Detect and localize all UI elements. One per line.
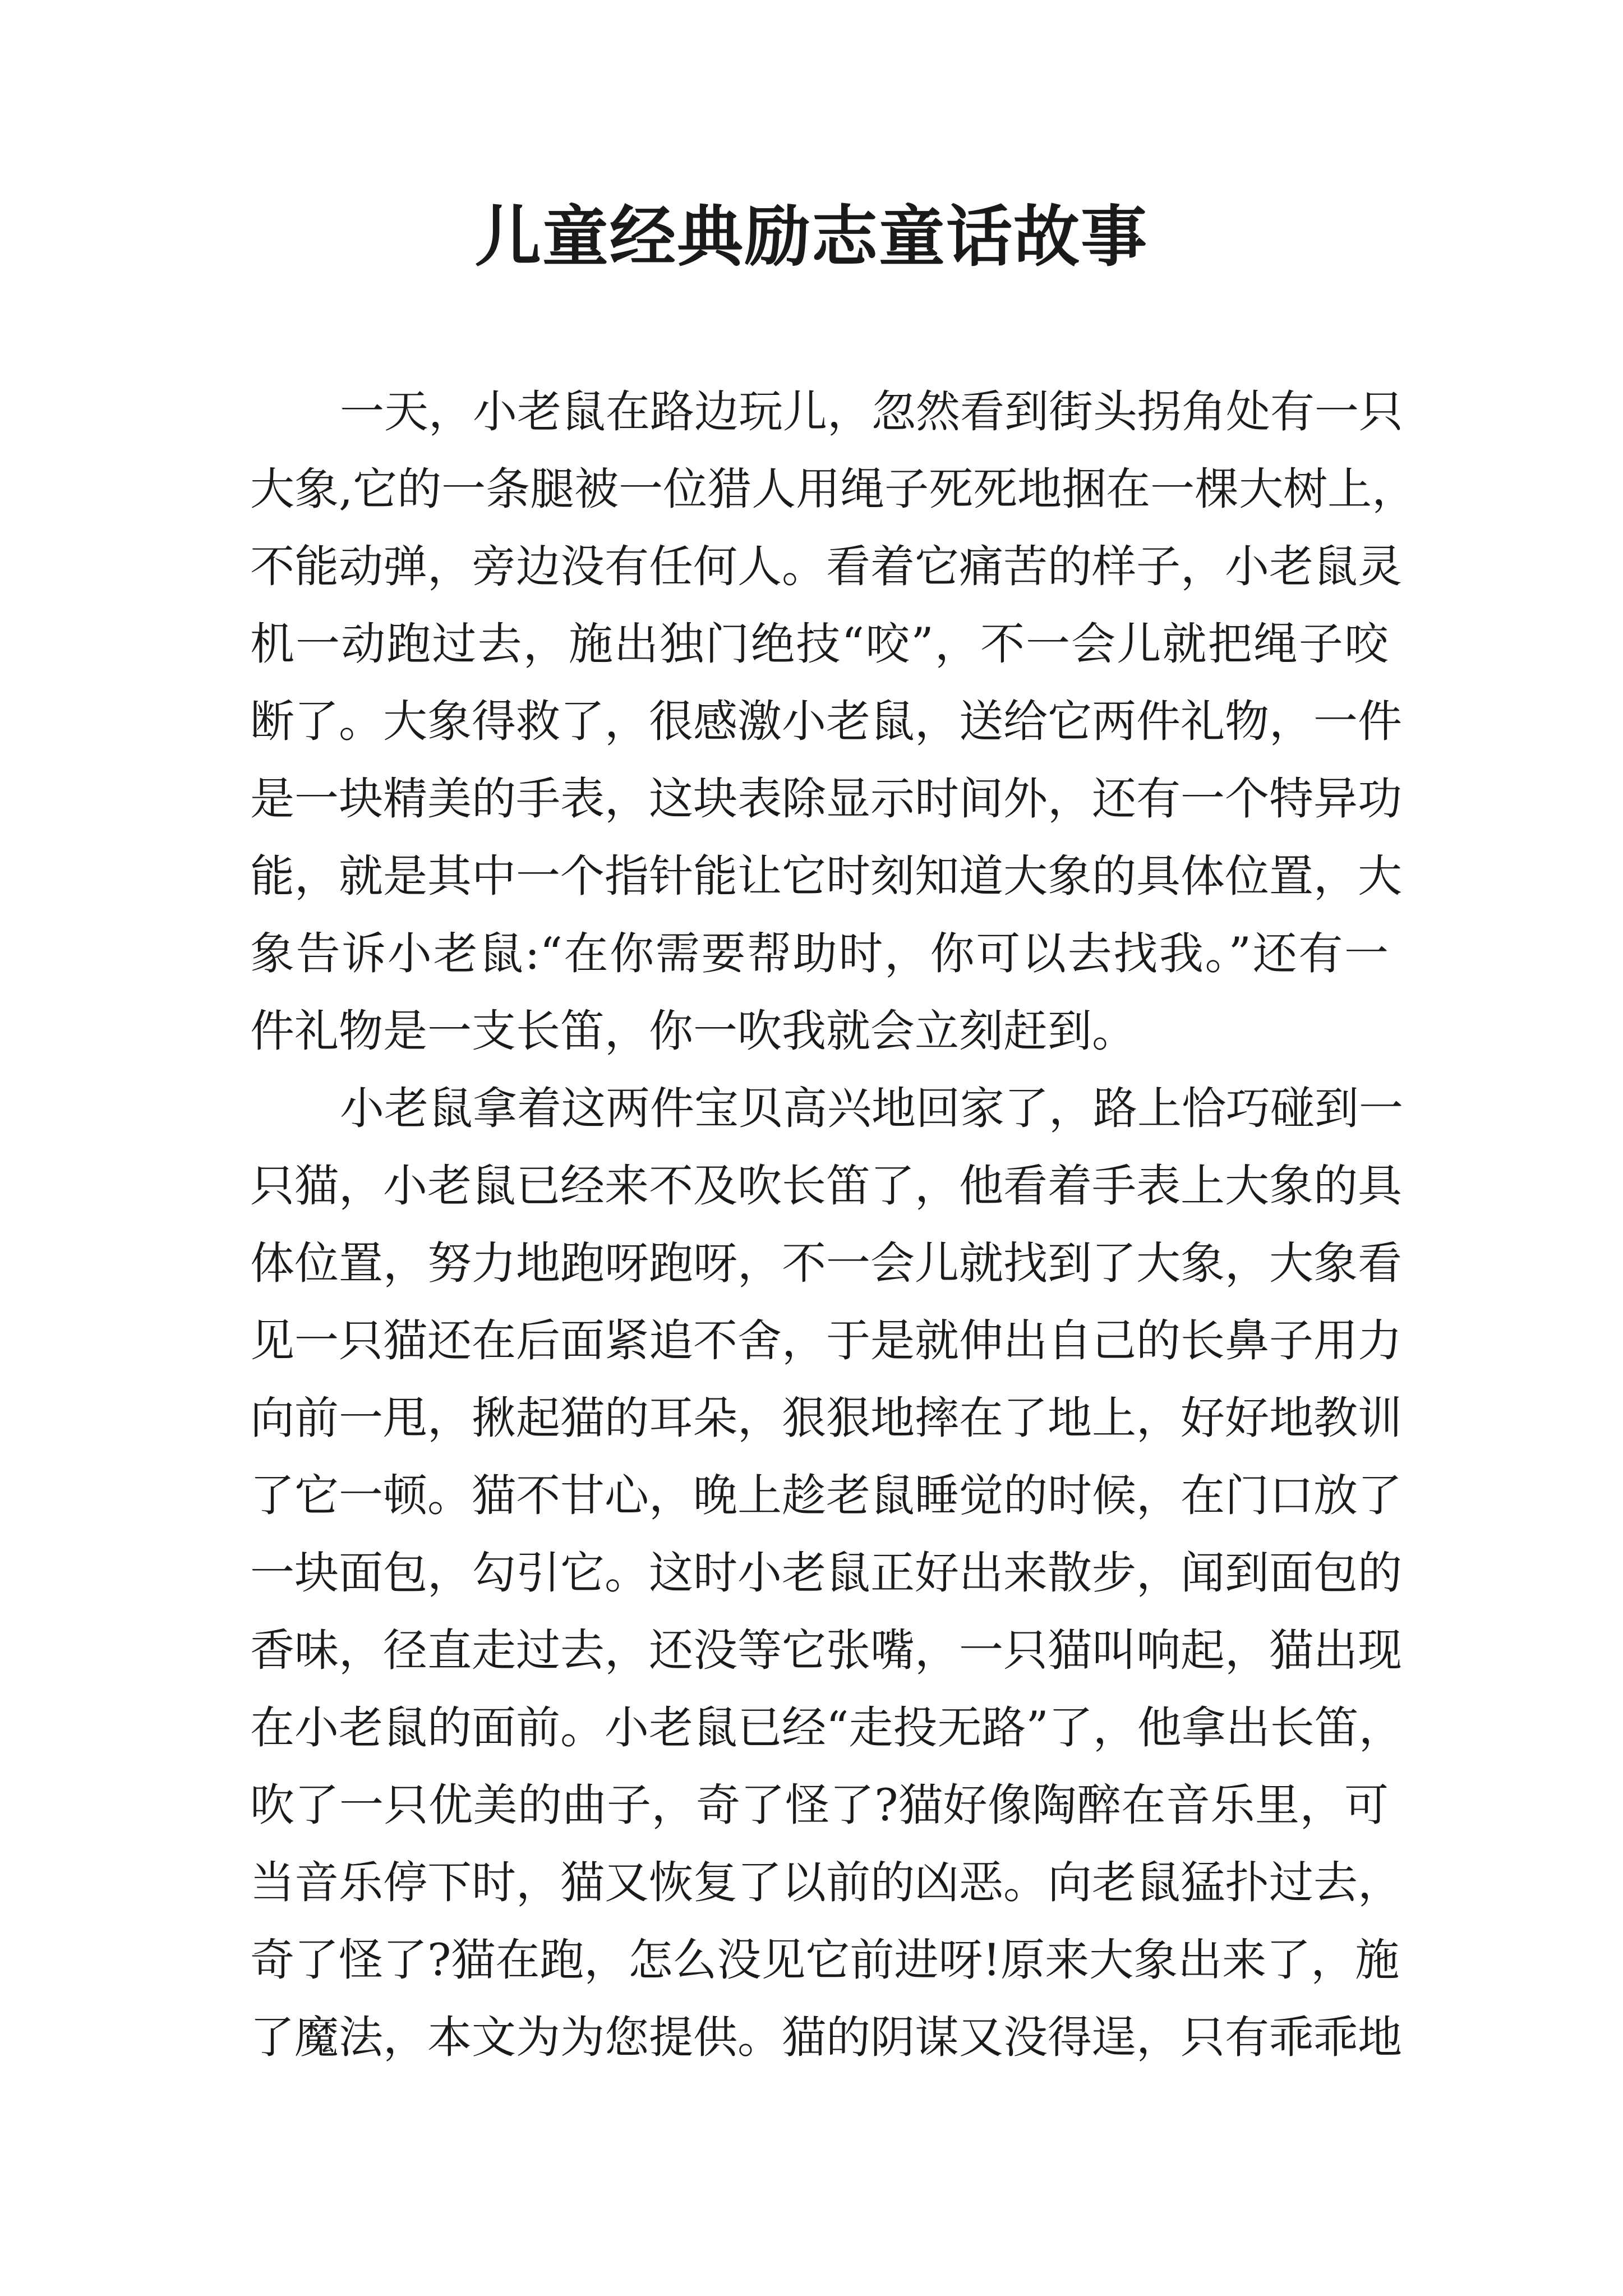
paragraph-2-line-13: 了魔法，本文为为您提供。猫的阴谋又没得逞，只有乖乖地 <box>250 2012 1402 2063</box>
paragraph-2-line-6: 了它一顿。猫不甘心，晚上趁老鼠睡觉的时候，在门口放了 <box>250 1470 1402 1521</box>
paragraph-1-line-8: 象告诉小老鼠:“在你需要帮助时，你可以去找我。”还有一 <box>250 928 1389 979</box>
paragraph-1-line-6: 是一块精美的手表，这块表除显示时间外，还有一个特异功 <box>250 773 1402 825</box>
paragraph-2-line-12: 奇了怪了?猫在跑，怎么没见它前进呀!原来大象出来了，施 <box>250 1934 1400 1986</box>
paragraph-2-line-7: 一块面包，勾引它。这时小老鼠正好出来散步，闻到面包的 <box>250 1547 1402 1599</box>
paragraph-2-line-3: 体位置，努力地跑呀跑呀，不一会儿就找到了大象，大象看 <box>250 1237 1402 1289</box>
paragraph-1-line-3: 不能动弹，旁边没有任何人。看着它痛苦的样子，小老鼠灵 <box>250 541 1402 592</box>
paragraph-1-line-9: 件礼物是一支长笛，你一吹我就会立刻赶到。 <box>250 1005 1136 1057</box>
paragraph-1-line-7: 能，就是其中一个指针能让它时刻知道大象的具体位置，大 <box>250 850 1402 902</box>
paragraph-2-line-2: 只猫，小老鼠已经来不及吹长笛了，他看着手表上大象的具 <box>250 1160 1402 1212</box>
paragraph-2-line-8: 香味，径直走过去，还没等它张嘴，一只猫叫响起，猫出现 <box>250 1625 1402 1676</box>
paragraph-2-line-4: 见一只猫还在后面紧追不舍，于是就伸出自己的长鼻子用力 <box>250 1315 1402 1366</box>
paragraph-2-line-9: 在小老鼠的面前。小老鼠已经“走投无路”了，他拿出长笛， <box>250 1702 1403 1754</box>
paragraph-1-line-4: 机一动跑过去，施出独门绝技“咬”，不一会儿就把绳子咬 <box>250 618 1389 670</box>
paragraph-1-line-1: 一天，小老鼠在路边玩儿，忽然看到街头拐角处有一只 <box>340 386 1403 438</box>
paragraph-1-line-2: 大象,它的一条腿被一位猎人用绳子死死地捆在一棵大树上， <box>250 463 1417 515</box>
document-title: 儿童经典励志童话故事 <box>474 197 1148 275</box>
paragraph-1-line-5: 断了。大象得救了，很感激小老鼠，送给它两件礼物，一件 <box>250 696 1402 747</box>
paragraph-2-line-1: 小老鼠拿着这两件宝贝高兴地回家了，路上恰巧碰到一 <box>340 1083 1403 1134</box>
paragraph-2-line-10: 吹了一只优美的曲子，奇了怪了?猫好像陶醉在音乐里，可 <box>250 1779 1389 1831</box>
paragraph-2-line-11: 当音乐停下时，猫又恢复了以前的凶恶。向老鼠猛扑过去， <box>250 1857 1402 1908</box>
paragraph-2-line-5: 向前一甩，揪起猫的耳朵，狠狠地摔在了地上，好好地教训 <box>250 1392 1402 1444</box>
